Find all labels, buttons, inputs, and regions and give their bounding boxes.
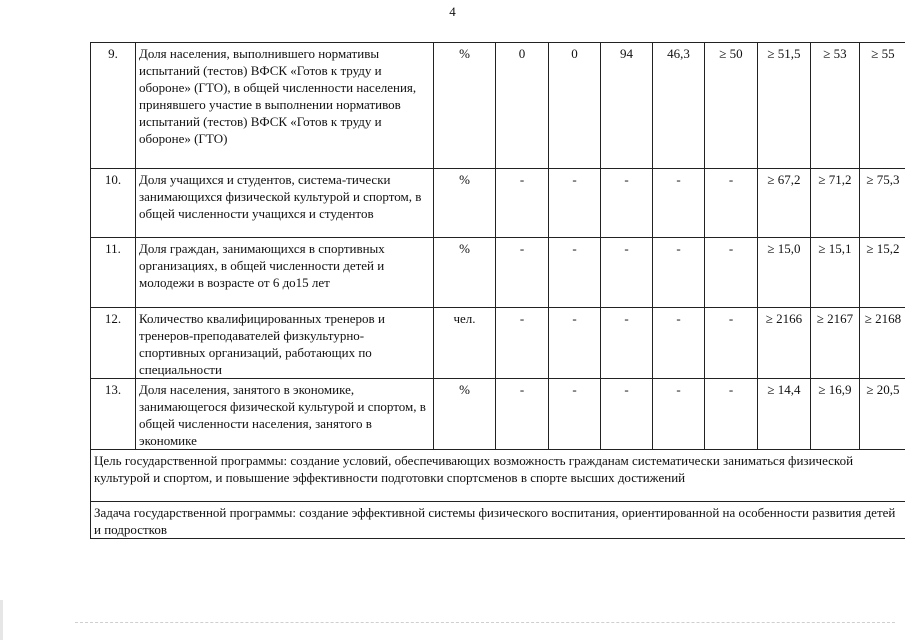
row-number: 12.	[91, 308, 136, 379]
value-cell: -	[705, 169, 758, 238]
row-number: 10.	[91, 169, 136, 238]
value-cell: -	[601, 308, 653, 379]
row-number: 13.	[91, 379, 136, 450]
value-cell: -	[705, 379, 758, 450]
value-cell: -	[496, 379, 549, 450]
value-cell: 46,3	[653, 43, 705, 169]
value-cell: ≥ 75,3	[860, 169, 905, 238]
indicator-name: Доля граждан, занимающихся в спортивных организациях, в общей численности детей и молодежи в возрасте от 6 до15 лет	[136, 238, 434, 308]
value-cell: ≥ 2167	[811, 308, 860, 379]
value-cell: ≥ 50	[705, 43, 758, 169]
value-cell: -	[653, 169, 705, 238]
indicator-name: Количество квалифицированных тренеров и тренеров-преподавателей физкультурно-спортивных организаций, работающих по специальности	[136, 308, 434, 379]
indicator-name: Доля населения, занятого в экономике, занимающегося физической культурой и спортом, в общей численности населения, занятого в экономике	[136, 379, 434, 450]
value-cell: -	[601, 238, 653, 308]
scan-artifact-line	[75, 622, 895, 624]
goal-row	[91, 450, 905, 502]
value-cell: ≥ 15,0	[758, 238, 811, 308]
value-cell: ≥ 2166	[758, 308, 811, 379]
unit-cell: %	[434, 379, 496, 450]
value-cell: -	[496, 169, 549, 238]
value-cell: -	[705, 308, 758, 379]
value-cell: 0	[549, 43, 601, 169]
value-cell: 0	[496, 43, 549, 169]
value-cell: -	[549, 169, 601, 238]
value-cell: -	[549, 379, 601, 450]
program-goal-text: Цель государственной программы: создание условий, обеспечивающих возможность гражданам систематически заниматься физической культурой и спортом, и повышение эффективности подготовки спортсменов в спорте высших достижений	[91, 450, 905, 502]
value-cell: -	[653, 308, 705, 379]
program-task-text: Задача государственной программы: создание эффективной системы физического воспитания, ориентированной на особенности развития детей и подростков	[91, 502, 905, 539]
table-row	[91, 308, 905, 379]
value-cell: -	[601, 169, 653, 238]
value-cell: ≥ 14,4	[758, 379, 811, 450]
table-row	[91, 379, 905, 450]
value-cell: -	[705, 238, 758, 308]
indicator-name: Доля населения, выполнившего нормативы испытаний (тестов) ВФСК «Готов к труду и обороне» (ГТО), в общей численности населения, принявшего участие в выполнении нормативов испытаний (тестов) ВФСК «Готов к труду и обороне» (ГТО)	[136, 43, 434, 169]
value-cell: ≥ 71,2	[811, 169, 860, 238]
value-cell: ≥ 2168	[860, 308, 905, 379]
value-cell: ≥ 67,2	[758, 169, 811, 238]
unit-cell: %	[434, 238, 496, 308]
table-row	[91, 169, 905, 238]
value-cell: ≥ 20,5	[860, 379, 905, 450]
table-row	[91, 43, 905, 169]
value-cell: 94	[601, 43, 653, 169]
value-cell: ≥ 15,2	[860, 238, 905, 308]
value-cell: -	[549, 308, 601, 379]
table-row	[91, 238, 905, 308]
row-number: 9.	[91, 43, 136, 169]
unit-cell: чел.	[434, 308, 496, 379]
unit-cell: %	[434, 43, 496, 169]
unit-cell: %	[434, 169, 496, 238]
value-cell: ≥ 51,5	[758, 43, 811, 169]
value-cell: ≥ 53	[811, 43, 860, 169]
value-cell: -	[653, 238, 705, 308]
value-cell: ≥ 16,9	[811, 379, 860, 450]
value-cell: ≥ 15,1	[811, 238, 860, 308]
scan-edge-mark	[0, 600, 3, 640]
value-cell: -	[496, 238, 549, 308]
value-cell: ≥ 55	[860, 43, 905, 169]
value-cell: -	[601, 379, 653, 450]
indicators-table	[90, 42, 905, 539]
task-row	[91, 502, 905, 539]
value-cell: -	[549, 238, 601, 308]
row-number: 11.	[91, 238, 136, 308]
page-number: 4	[449, 4, 456, 19]
indicator-name: Доля учащихся и студентов, система-тически занимающихся физической культурой и спортом, в общей численности учащихся и студентов	[136, 169, 434, 238]
value-cell: -	[496, 308, 549, 379]
value-cell: -	[653, 379, 705, 450]
